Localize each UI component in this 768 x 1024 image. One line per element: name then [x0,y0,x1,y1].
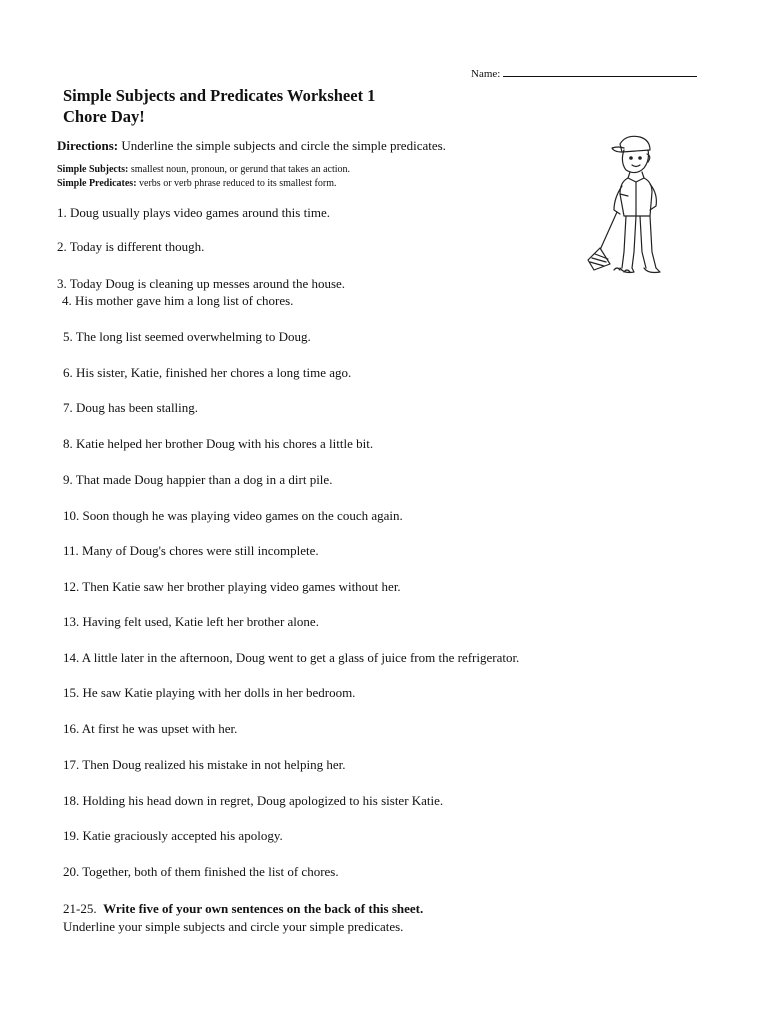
sentence-20: 20. Together, both of them finished the list of chores. [63,864,339,879]
sentence-6: 6. His sister, Katie, finished her chores a long time ago. [63,365,352,380]
sentence-1: 1. Doug usually plays video games around this time. [57,205,330,220]
sentence-17: 17. Then Doug realized his mistake in not helping her. [63,757,346,772]
title-line-2: Chore Day! [63,107,145,126]
sentence-4: 4. His mother gave him a long list of chores. [62,293,294,308]
final-instructions [63,900,423,936]
sentence-14: 14. A little later in the afternoon, Doug went to get a glass of juice from the refrigerator. [63,650,520,665]
sentence-9: 9. That made Doug happier than a dog in a dirt pile. [63,472,333,487]
name-blank-line[interactable] [503,66,697,77]
sentence-3: 3. Today Doug is cleaning up messes around the house. [57,276,346,291]
sentence-15: 15. He saw Katie playing with her dolls in her bedroom. [63,685,356,700]
sentence-19: 19. Katie graciously accepted his apology. [63,828,283,843]
sentence-13: 13. Having felt used, Katie left her brother alone. [63,614,319,629]
name-field [471,66,697,80]
sentence-10: 10. Soon though he was playing video games on the couch again. [63,508,403,523]
sentence-2: 2. Today is different though. [57,239,205,254]
sentence-18: 18. Holding his head down in regret, Doug apologized to his sister Katie. [63,793,444,808]
subjects-text: smallest noun, pronoun, or gerund that takes an action. [130,164,351,175]
final-instruction: Write five of your own sentences on the back of this sheet. [103,901,424,916]
predicates-label: Simple Predicates: [57,178,137,189]
definitions [57,163,350,191]
directions-label: Directions: [57,138,119,153]
sentence-16: 16. At first he was upset with her. [63,721,238,736]
sentence-8: 8. Katie helped her brother Doug with his chores a little bit. [63,436,374,451]
predicates-text: verbs or verb phrase reduced to its smallest form. [139,178,337,189]
sentence-12: 12. Then Katie saw her brother playing video games without her. [63,579,401,594]
sentence-11: 11. Many of Doug's chores were still incomplete. [63,543,319,558]
definition-predicates [57,177,350,191]
definition-subjects [57,163,350,177]
sentence-5: 5. The long list seemed overwhelming to Doug. [63,329,311,344]
final-note: Underline your simple subjects and circle your simple predicates. [63,919,404,934]
subjects-label: Simple Subjects: [57,164,129,175]
sentence-7: 7. Doug has been stalling. [63,400,199,415]
final-number: 21-25. [63,901,97,916]
title-line-1: Simple Subjects and Predicates Worksheet 1 [63,86,376,105]
boy-sweeping-illustration [584,132,676,280]
directions [57,138,446,154]
worksheet-title [63,85,375,127]
final-instruction-line [63,900,423,918]
name-label: Name: [471,68,501,80]
directions-text: Underline the simple subjects and circle the simple predicates. [121,138,446,153]
